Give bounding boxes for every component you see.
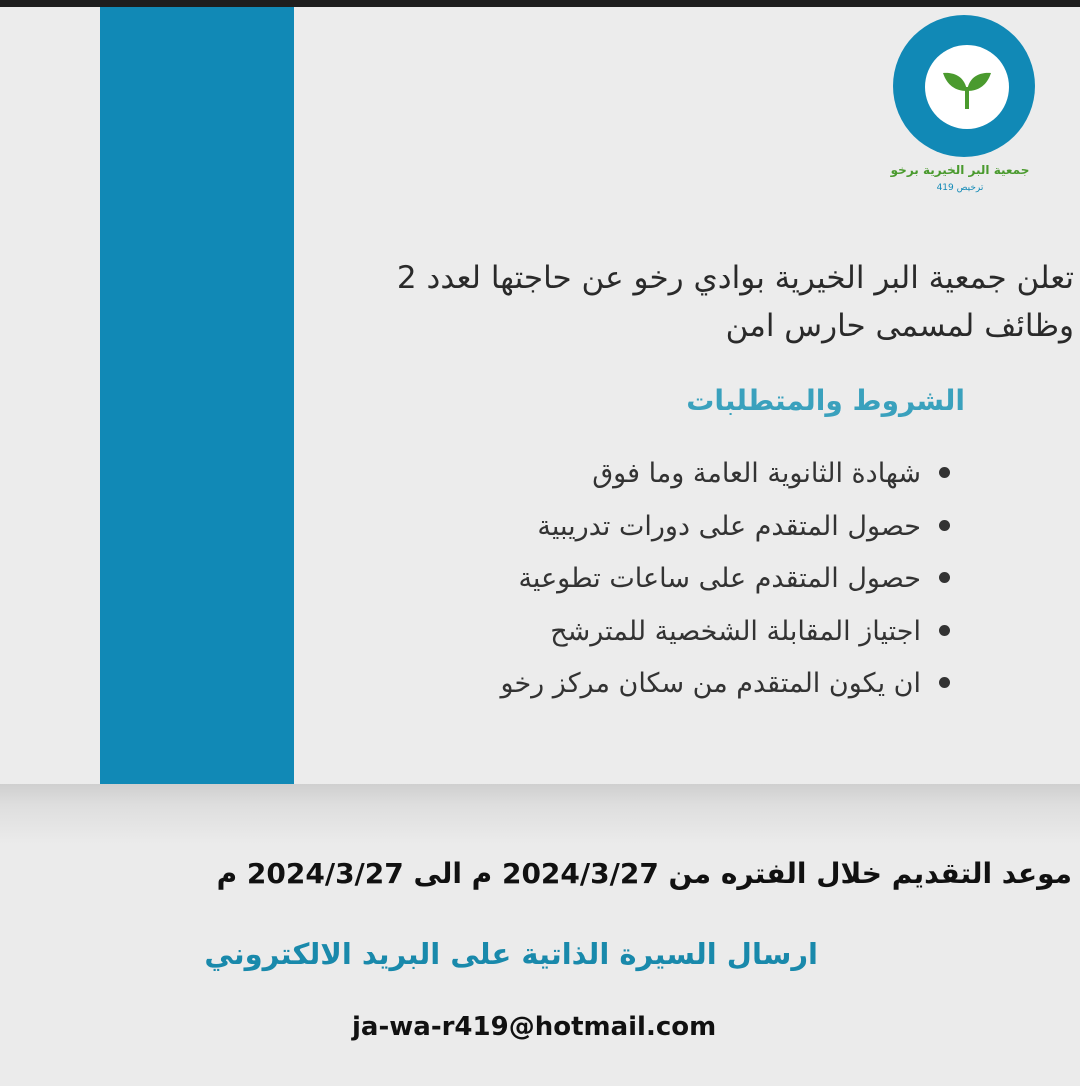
sprout-icon	[925, 45, 1009, 129]
panel-shadow	[0, 784, 1080, 844]
requirement-item	[501, 606, 950, 659]
requirement-text: شهادة الثانوية العامة وما فوق	[592, 458, 921, 489]
bullet-icon	[939, 467, 950, 478]
requirement-item	[501, 658, 950, 711]
bullet-icon	[939, 625, 950, 636]
requirement-item	[501, 501, 950, 554]
requirement-text: حصول المتقدم على دورات تدريبية	[537, 510, 921, 542]
logo-org-name: جمعية البر الخيرية برخو	[890, 163, 1030, 177]
logo	[893, 15, 1035, 157]
accent-stripe	[100, 7, 294, 786]
requirement-item	[501, 553, 950, 606]
logo-license-text: ترخيص 419	[936, 183, 984, 193]
bullet-icon	[939, 572, 950, 583]
requirement-text: ان يكون المتقدم من سكان مركز رخو	[500, 668, 921, 699]
requirement-text: اجتياز المقابلة الشخصية للمترشح	[550, 615, 921, 647]
requirements-title: الشروط والمتطلبات	[686, 384, 965, 417]
bullet-icon	[939, 677, 950, 688]
requirement-item	[501, 448, 950, 501]
requirements-list	[501, 448, 950, 711]
send-cv-instruction: ارسال السيرة الذاتية على البريد الالكتروني	[204, 937, 818, 971]
bullet-icon	[939, 520, 950, 531]
announcement-headline: تعلن جمعية البر الخيرية بوادي رخو عن حاجتها لعدد 2 وظائف لمسمى حارس امن	[396, 260, 1074, 344]
application-deadline: موعد التقديم خلال الفتره من 2024/3/27 م الى 2024/3/27 م	[216, 857, 1072, 890]
logo-inner-circle	[925, 45, 1009, 129]
requirement-text: حصول المتقدم على ساعات تطوعية	[518, 563, 921, 594]
contact-email[interactable]: ja-wa-r419@hotmail.com	[352, 1012, 717, 1042]
top-bar	[0, 0, 1080, 7]
